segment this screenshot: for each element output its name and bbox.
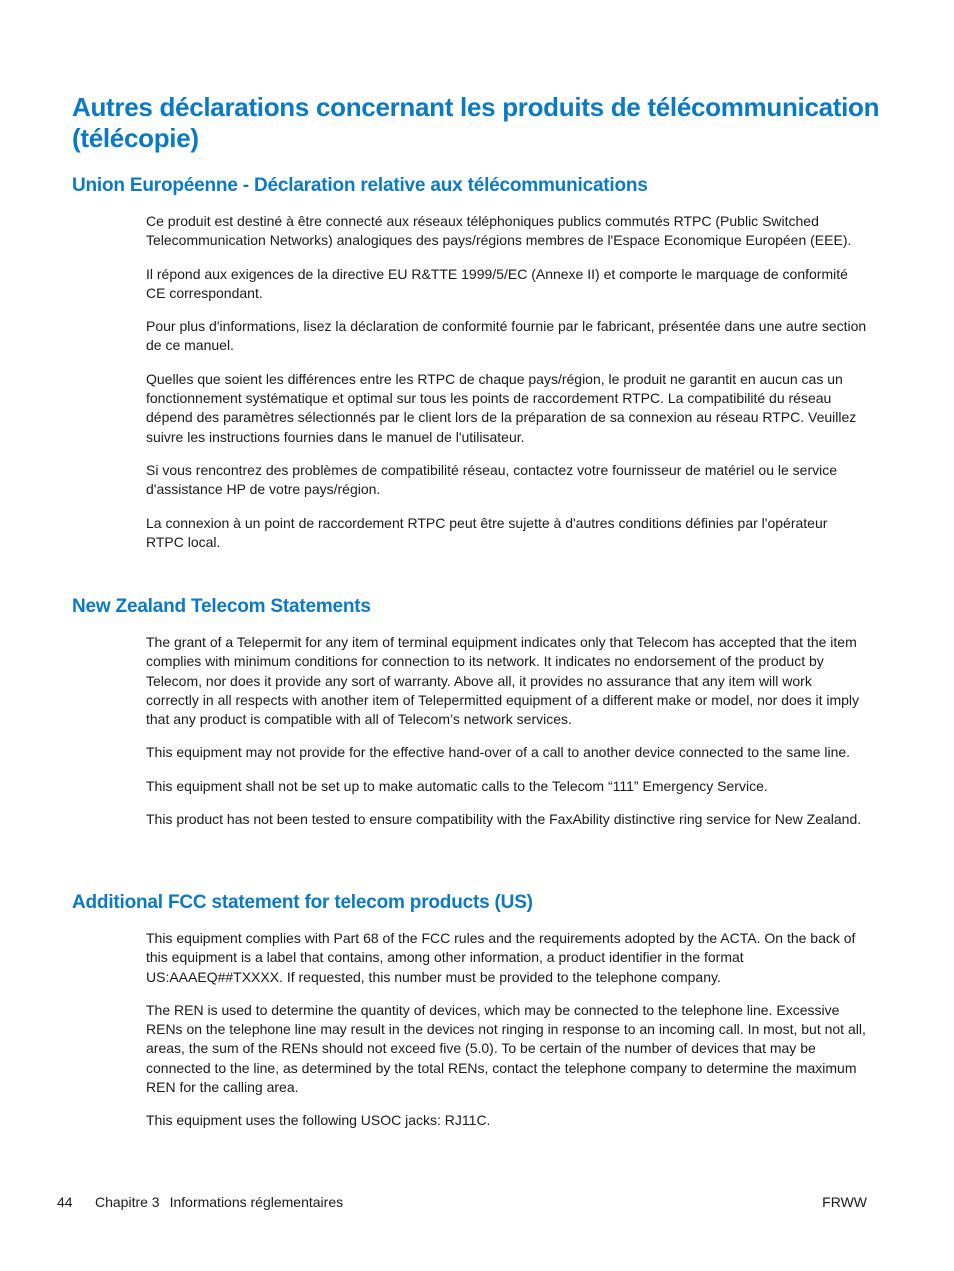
- footer-locale-code: FRWW: [822, 1194, 867, 1210]
- section-nz-telecom: [72, 595, 872, 843]
- section-heading: New Zealand Telecom Statements: [72, 596, 371, 617]
- paragraph: Pour plus d'informations, lisez la déclaration de conformité fournie par le fabricant, présentée dans une autre section de ce manuel.: [146, 318, 867, 354]
- paragraph: This equipment may not provide for the effective hand-over of a call to another device connected to the same line.: [146, 744, 851, 761]
- section-eu-declaration: [72, 174, 872, 566]
- paragraph: This equipment uses the following USOC jacks: RJ11C.: [146, 1112, 491, 1129]
- paragraph: Quelles que soient les différences entre les RTPC de chaque pays/région, le produit ne garantit en aucun cas un fonctionnement systématique et optimal sur tous les points de raccordement RTPC. La compatibilité du réseau dépend des paramètres sélectionnés par le client lors de la préparation de sa connexion au réseau RTPC. Veuillez suivre les instructions fournies dans le manuel de l'utilisateur.: [146, 370, 857, 445]
- section-fcc-statement: [72, 891, 872, 1145]
- paragraph: Il répond aux exigences de la directive EU R&TTE 1999/5/EC (Annexe II) et comporte le marquage de conformité CE correspondant.: [146, 265, 848, 301]
- paragraph: The grant of a Telepermit for any item of terminal equipment indicates only that Telecom has accepted that the item complies with minimum conditions for connection to its network. It indicates no endorsement of the product by Telecom, nor does it provide any sort of warranty. Above all, it provides no assurance that any item will work correctly in all respects with another item of Telepermitted equipment of a different make or model, nor does it imply that any product is compatible with all of Telecom’s network services.: [146, 634, 860, 728]
- page-footer: [57, 1192, 867, 1212]
- section-heading: Additional FCC statement for telecom products (US): [72, 892, 533, 913]
- paragraph: Ce produit est destiné à être connecté aux réseaux téléphoniques publics commutés RTPC (Public Switched Telecommunication Networks) analogiques des pays/régions membres de l'Espace Economique Européen (EEE).: [146, 213, 852, 249]
- paragraph: This product has not been tested to ensure compatibility with the FaxAbility distinctive ring service for New Zealand.: [146, 811, 862, 828]
- page-number: 44: [57, 1194, 73, 1210]
- footer-chapter: Chapitre 3: [95, 1194, 160, 1210]
- footer-chapter-title: Informations réglementaires: [169, 1194, 344, 1210]
- section-heading: Union Européenne - Déclaration relative aux télécommunications: [72, 175, 648, 196]
- paragraph: This equipment complies with Part 68 of the FCC rules and the requirements adopted by the ACTA. On the back of this equipment is a label that contains, among other information, a product identifier in the format US:AAAEQ##TXXXX. If requested, this number must be provided to the telephone company.: [146, 930, 856, 985]
- paragraph: The REN is used to determine the quantity of devices, which may be connected to the telephone line. Excessive RENs on the telephone line may result in the devices not ringing in response to an incoming call. In most, but not all, areas, the sum of the RENs should not exceed five (5.0). To be certain of the number of devices that may be connected to the line, as determined by the total RENs, contact the telephone company to determine the maximum REN for the calling area.: [146, 1001, 866, 1096]
- page-title: Autres déclarations concernant les produits de télécommunication (télécopie): [72, 92, 880, 153]
- paragraph: This equipment shall not be set up to make automatic calls to the Telecom “111” Emergency Service.: [146, 777, 768, 794]
- paragraph: La connexion à un point de raccordement RTPC peut être sujette à d'autres conditions définies par l'opérateur RTPC local.: [146, 514, 828, 550]
- paragraph: Si vous rencontrez des problèmes de compatibilité réseau, contactez votre fournisseur de matériel ou le service d'assistance HP de votre pays/région.: [146, 461, 838, 498]
